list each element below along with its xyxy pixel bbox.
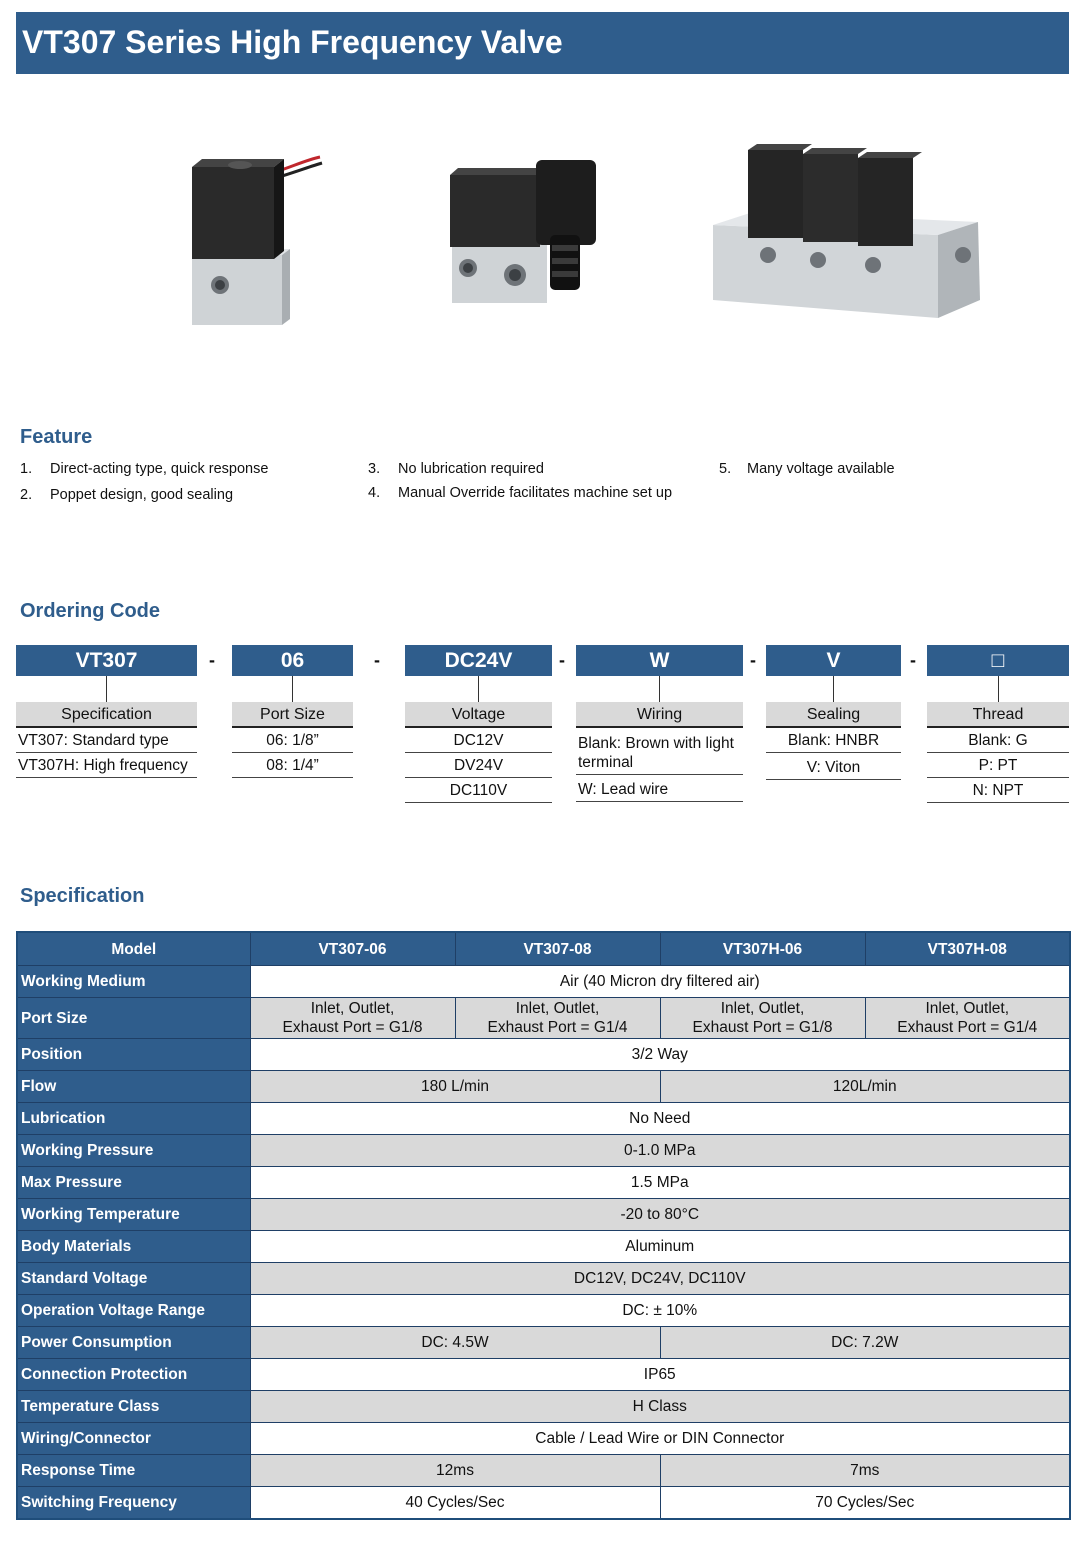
table-cell bbox=[660, 1071, 1070, 1103]
cell-text: 180 L/min bbox=[420, 1078, 490, 1095]
row-label: Response Time bbox=[17, 1455, 250, 1487]
option-item: 06: 1/8” bbox=[232, 728, 353, 753]
table-cell bbox=[250, 1263, 1070, 1295]
ordering-column-specification bbox=[16, 702, 197, 778]
ordering-column-voltage bbox=[405, 702, 552, 803]
connector-line bbox=[998, 676, 999, 702]
connector-line bbox=[659, 676, 660, 702]
row-label: Position bbox=[17, 1039, 250, 1071]
table-cell bbox=[250, 966, 1070, 998]
column-header: Port Size bbox=[232, 702, 353, 728]
code-box-thread: □ bbox=[927, 645, 1069, 676]
table-row bbox=[17, 1135, 1070, 1167]
column-header: VT307-08 bbox=[455, 932, 660, 966]
table-row bbox=[17, 1391, 1070, 1423]
table-header-row bbox=[17, 932, 1070, 966]
table-cell bbox=[250, 1487, 660, 1519]
table-cell bbox=[865, 998, 1070, 1039]
cell-text: Exhaust Port = G1/4 bbox=[897, 1019, 1038, 1036]
row-label: Working Medium bbox=[17, 966, 250, 998]
table-cell bbox=[250, 1071, 660, 1103]
cell-text: Aluminum bbox=[625, 1238, 695, 1255]
table-row bbox=[17, 1359, 1070, 1391]
page-title: VT307 Series High Frequency Valve bbox=[22, 24, 563, 60]
column-header: VT307-06 bbox=[250, 932, 455, 966]
option-item: DC12V bbox=[405, 728, 552, 753]
feature-heading: Feature bbox=[20, 426, 93, 448]
table-cell bbox=[250, 1359, 1070, 1391]
row-label: Connection Protection bbox=[17, 1359, 250, 1391]
connector-line bbox=[833, 676, 834, 702]
table-cell bbox=[250, 1199, 1070, 1231]
table-row bbox=[17, 966, 1070, 998]
column-header: Wiring bbox=[576, 702, 743, 728]
column-header: Sealing bbox=[766, 702, 901, 728]
ordering-code-heading: Ordering Code bbox=[20, 600, 161, 622]
code-separator: - bbox=[750, 650, 756, 670]
cell-text: 12ms bbox=[436, 1462, 474, 1479]
option-item: DV24V bbox=[405, 753, 552, 778]
code-box-sealing: V bbox=[766, 645, 901, 676]
connector-line bbox=[478, 676, 479, 702]
cell-text: 3/2 Way bbox=[631, 1046, 688, 1063]
ordering-column-wiring bbox=[576, 702, 743, 802]
valve-manifold-image bbox=[708, 140, 988, 325]
ordering-column-thread bbox=[927, 702, 1069, 803]
table-row bbox=[17, 1167, 1070, 1199]
connector-line bbox=[292, 676, 293, 702]
table-cell bbox=[660, 998, 865, 1039]
option-item: Blank: G bbox=[927, 728, 1069, 753]
cell-text: 1.5 MPa bbox=[630, 1174, 689, 1191]
column-header: Voltage bbox=[405, 702, 552, 728]
option-item: 08: 1/4” bbox=[232, 753, 353, 778]
column-header: Model bbox=[17, 932, 250, 966]
code-box-wiring: W bbox=[576, 645, 743, 676]
option-item: N: NPT bbox=[927, 778, 1069, 803]
row-label: Standard Voltage bbox=[17, 1263, 250, 1295]
cell-text: DC: ± 10% bbox=[622, 1302, 698, 1319]
table-cell bbox=[250, 1455, 660, 1487]
table-cell bbox=[250, 1103, 1070, 1135]
code-separator: - bbox=[374, 650, 380, 670]
option-item: DC110V bbox=[405, 778, 552, 803]
cell-text: Inlet, Outlet, bbox=[720, 1000, 805, 1017]
table-row bbox=[17, 1199, 1070, 1231]
table-row bbox=[17, 1071, 1070, 1103]
table-cell bbox=[250, 1039, 1070, 1071]
table-cell bbox=[250, 1231, 1070, 1263]
table-row bbox=[17, 1039, 1070, 1071]
feature-item: 3. No lubrication required bbox=[368, 461, 544, 477]
cell-text: -20 to 80°C bbox=[620, 1206, 700, 1223]
row-label: Operation Voltage Range bbox=[17, 1295, 250, 1327]
cell-text: Air (40 Micron dry filtered air) bbox=[559, 973, 760, 990]
feature-item: 4. Manual Override facilitates machine set up bbox=[368, 485, 673, 501]
table-row bbox=[17, 1103, 1070, 1135]
option-item: W: Lead wire bbox=[576, 775, 743, 802]
option-item: VT307: Standard type bbox=[16, 728, 197, 753]
row-label: Switching Frequency bbox=[17, 1487, 250, 1519]
feature-item: 1. Direct-acting type, quick response bbox=[20, 461, 269, 477]
option-item: P: PT bbox=[927, 753, 1069, 778]
cell-text: IP65 bbox=[643, 1366, 676, 1383]
table-row bbox=[17, 998, 1070, 1039]
ordering-column-sealing bbox=[766, 702, 901, 780]
specification-heading: Specification bbox=[20, 885, 145, 907]
column-header: VT307H-06 bbox=[660, 932, 865, 966]
table-cell bbox=[250, 1391, 1070, 1423]
cell-text: 120L/min bbox=[832, 1078, 897, 1095]
cell-text: Exhaust Port = G1/8 bbox=[692, 1019, 833, 1036]
cell-text: Inlet, Outlet, bbox=[515, 1000, 600, 1017]
row-label: Wiring/Connector bbox=[17, 1423, 250, 1455]
table-row bbox=[17, 1455, 1070, 1487]
table-cell bbox=[250, 1327, 660, 1359]
cell-text: Exhaust Port = G1/4 bbox=[487, 1019, 628, 1036]
row-label: Port Size bbox=[17, 998, 250, 1039]
option-item: VT307H: High frequency bbox=[16, 753, 197, 778]
ordering-column-port-size bbox=[232, 702, 353, 778]
table-cell bbox=[455, 998, 660, 1039]
code-separator: - bbox=[910, 650, 916, 670]
table-row bbox=[17, 1295, 1070, 1327]
code-box-port-size: 06 bbox=[232, 645, 353, 676]
row-label: Lubrication bbox=[17, 1103, 250, 1135]
cell-text: 7ms bbox=[850, 1462, 880, 1479]
table-cell bbox=[660, 1455, 1070, 1487]
table-cell bbox=[660, 1487, 1070, 1519]
table-row bbox=[17, 1263, 1070, 1295]
valve-din-connector-image bbox=[440, 150, 610, 310]
cell-text: Inlet, Outlet, bbox=[925, 1000, 1010, 1017]
cell-text: 70 Cycles/Sec bbox=[815, 1493, 915, 1511]
feature-item: 2. Poppet design, good sealing bbox=[20, 487, 234, 503]
column-header: VT307H-08 bbox=[865, 932, 1070, 966]
table-row bbox=[17, 1231, 1070, 1263]
row-label: Body Materials bbox=[17, 1231, 250, 1263]
table-row bbox=[17, 1423, 1070, 1455]
code-box-voltage: DC24V bbox=[405, 645, 552, 676]
table-cell bbox=[660, 1327, 1070, 1359]
table-row bbox=[17, 1487, 1070, 1519]
table-cell bbox=[250, 1167, 1070, 1199]
connector-line bbox=[106, 676, 107, 702]
row-label: Max Pressure bbox=[17, 1167, 250, 1199]
specification-table-body bbox=[17, 966, 1070, 1519]
code-box-specification: VT307 bbox=[16, 645, 197, 676]
column-header: Thread bbox=[927, 702, 1069, 728]
row-label: Working Temperature bbox=[17, 1199, 250, 1231]
cell-text: 40 Cycles/Sec bbox=[405, 1493, 505, 1511]
cell-text: H Class bbox=[632, 1398, 687, 1415]
cell-text: 0-1.0 MPa bbox=[623, 1142, 696, 1159]
cell-text: DC12V, DC24V, DC110V bbox=[573, 1270, 746, 1287]
table-cell bbox=[250, 998, 455, 1039]
table-row bbox=[17, 1327, 1070, 1359]
column-header: Specification bbox=[16, 702, 197, 728]
cell-text: DC: 7.2W bbox=[831, 1334, 899, 1351]
table-cell bbox=[250, 1423, 1070, 1455]
cell-text: Inlet, Outlet, bbox=[310, 1000, 395, 1017]
table-cell bbox=[250, 1135, 1070, 1167]
option-item: Blank: Brown with light terminal bbox=[576, 728, 743, 775]
cell-text: Cable / Lead Wire or DIN Connector bbox=[535, 1430, 785, 1447]
specification-table bbox=[16, 931, 1071, 1520]
row-label: Power Consumption bbox=[17, 1327, 250, 1359]
cell-text: DC: 4.5W bbox=[421, 1334, 489, 1351]
code-separator: - bbox=[209, 650, 215, 670]
option-item: V: Viton bbox=[766, 753, 901, 780]
title-banner bbox=[16, 12, 1069, 74]
row-label: Temperature Class bbox=[17, 1391, 250, 1423]
code-separator: - bbox=[559, 650, 565, 670]
option-item: Blank: HNBR bbox=[766, 728, 901, 753]
feature-item: 5. Many voltage available bbox=[719, 461, 895, 477]
row-label: Working Pressure bbox=[17, 1135, 250, 1167]
cell-text: Exhaust Port = G1/8 bbox=[282, 1019, 423, 1036]
row-label: Flow bbox=[17, 1071, 250, 1103]
table-cell bbox=[250, 1295, 1070, 1327]
valve-lead-wire-image bbox=[180, 145, 330, 330]
cell-text: No Need bbox=[629, 1110, 691, 1127]
